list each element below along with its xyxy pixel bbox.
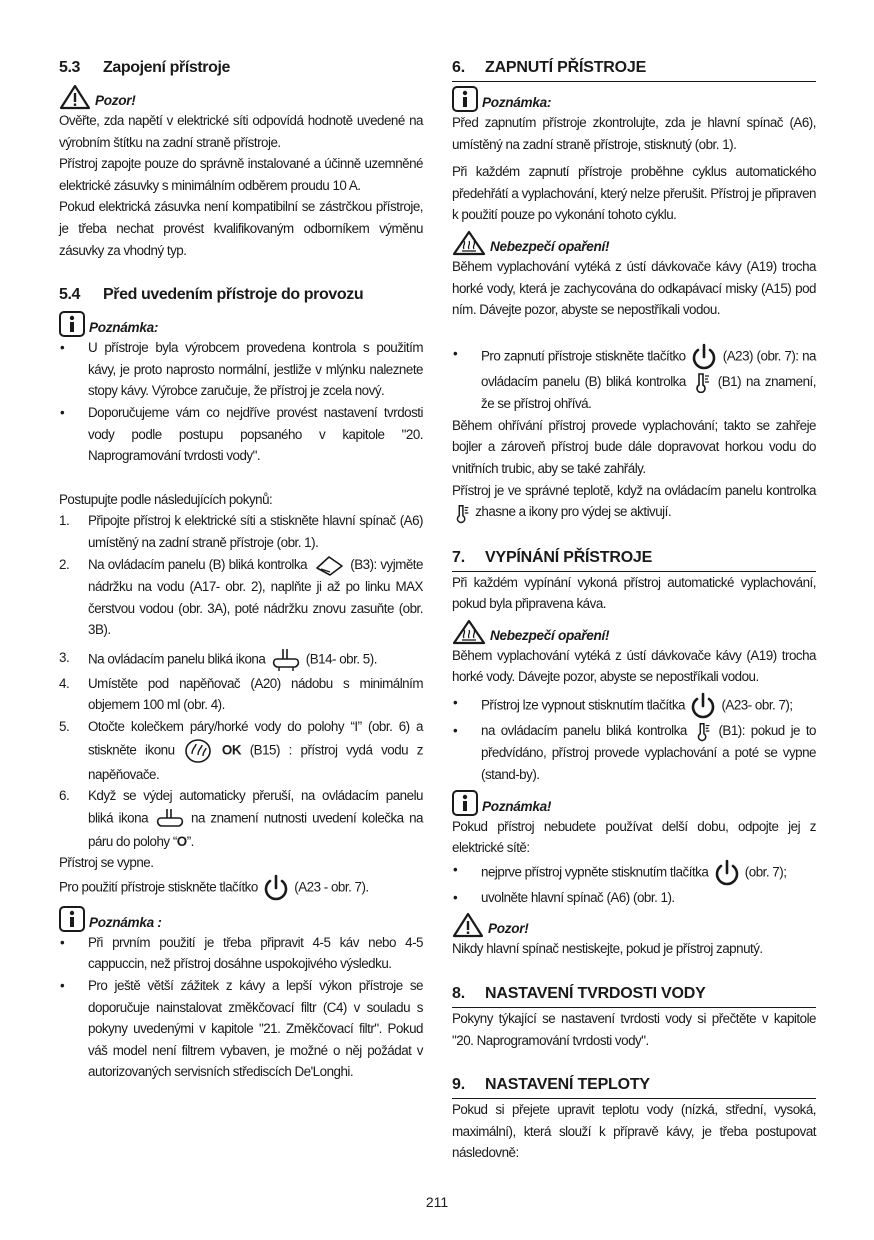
- steps-intro: Postupujte podle následujících pokynů:: [59, 491, 273, 507]
- info-icon: [59, 906, 85, 932]
- left-column: [59, 56, 423, 1083]
- hot-surface-icon: [452, 619, 486, 645]
- section-6-heading: [452, 56, 816, 82]
- step-number: 2.: [59, 556, 70, 572]
- paragraph: Během ohřívání přístroj provede vyplachování; takto se zahřeje bojler a zároveň přístroj bude dále dopravovat horkou vodu do vnitřních trubic, aby se také zahřály.: [452, 417, 816, 476]
- paragraph: Během vyplachování vytéká z ústí dávkovače kávy (A19) trocha horké vody. Dávejte pozor, abyste se nepostříkali vodou.: [452, 647, 816, 685]
- paragraph: Při každém vypínání vykoná přístroj automatické vyplachování, pokud byla připravena káva.: [452, 574, 816, 612]
- section-5-3-heading: [59, 56, 423, 80]
- section-5-4-heading: [59, 283, 423, 307]
- step-number: 6.: [59, 788, 70, 804]
- list-item: • Pro ještě větší zážitek z kávy a lepší výkon přístroje se doporučuje nainstalovat změkčovací filtr (C4) v souladu s pokyny uvedenými v kapitole "21. Změkčovací filtr". Pokud váš model není filtrem vybaven, je možné o něj požádat v autorizovaných servisních střediscích De'Longhi.: [59, 975, 423, 1083]
- warning-icon: [59, 84, 91, 110]
- warning-label: Pozor!: [488, 921, 529, 937]
- step-item: [59, 647, 423, 673]
- text-run: (obr. 7);: [744, 864, 787, 880]
- step-text: Připojte přístroj k elektrické síti a stiskněte hlavní spínač (A6) umístěný na zadní straně přístroje (obr. 1).: [88, 513, 423, 550]
- paragraph: Ověřte, zda napětí v elektrické síti odpovídá hodnotě uvedené na výrobním štítku na zadní straně přístroje.: [59, 113, 423, 150]
- section-title: NASTAVENÍ TVRDOSTI VODY: [485, 985, 706, 1003]
- text-run: (A23) (obr. 7): na ovládacím panelu (B) bliká kontrolka: [481, 348, 816, 389]
- list-item: [452, 343, 816, 415]
- section-title: Před uvedením přístroje do provozu: [103, 286, 364, 304]
- danger-label: Nebezpečí opaření!: [490, 627, 610, 643]
- power-button-icon: [261, 874, 291, 902]
- section-number: 8.: [452, 985, 465, 1003]
- note-header: [59, 311, 423, 337]
- steam-hand-icon: [154, 807, 186, 831]
- paragraph: Pokud přístroj nebudete používat delší dobu, odpojte jej z elektrické sítě:: [452, 818, 816, 856]
- step-text: Když se výdej automaticky přeruší, na ovládacím panelu bliká ikona: [88, 788, 423, 826]
- step-item: [59, 716, 423, 785]
- right-column: [452, 56, 816, 1164]
- text-run: Pro zapnutí přístroje stiskněte tlačítko: [481, 348, 686, 364]
- step-text: na znamení nutnosti uvedení kolečka na páru do polohy “: [88, 810, 423, 849]
- section-title: VYPÍNÁNÍ PŘÍSTROJE: [485, 548, 653, 566]
- power-button-icon: [712, 859, 742, 887]
- disconnect-bullets: [452, 859, 816, 909]
- paragraph: Nikdy hlavní spínač nestiskejte, pokud je přístroj zapnutý.: [452, 941, 763, 957]
- step-text: Umístěte pod napěňovač (A20) nádobu s minimálním objemem 100 ml (obr. 4).: [88, 675, 423, 713]
- step-item: [59, 673, 423, 716]
- thermometer-icon: [693, 720, 713, 742]
- step-text: Na ovládacím panelu bliká ikona: [88, 651, 266, 667]
- step-item: [59, 510, 423, 553]
- list-item: • uvolněte hlavní spínač (A6) (obr. 1).: [452, 887, 816, 909]
- list-item: [452, 859, 816, 887]
- warning-label: Pozor!: [95, 93, 136, 108]
- danger-header: [452, 619, 816, 645]
- warning-header: [452, 912, 816, 938]
- section-number: 6.: [452, 59, 465, 76]
- step-number: 3.: [59, 649, 70, 665]
- step-number: 1.: [59, 513, 70, 529]
- paragraph: [59, 874, 423, 902]
- power-off-bullets: [452, 692, 816, 786]
- step-text: (B14- obr. 5).: [305, 651, 377, 667]
- step-number: 4.: [59, 675, 70, 691]
- section-number: 9.: [452, 1076, 465, 1094]
- note-label: Poznámka:: [89, 320, 159, 336]
- text-run: (A23- obr. 7);: [721, 697, 793, 713]
- position-letter: O: [176, 833, 187, 849]
- danger-label: Nebezpečí opaření!: [490, 238, 610, 254]
- text-run: (B1): pokud je to předvídáno, přístroj provede vyplachování a poté se vypne (stand-by).: [481, 723, 816, 783]
- hot-surface-icon: [452, 230, 486, 256]
- info-icon: [452, 86, 478, 112]
- setup-steps: [59, 510, 423, 852]
- section-number: 5.3: [59, 59, 81, 76]
- paragraph: Přístroj zapojte pouze do správně instalované a účinně uzemněné elektrické zásuvky s minimálním odběrem proudu 10 A.: [59, 156, 423, 193]
- step-text: (B15) : přístroj vydá vodu z napěňovače.: [88, 742, 423, 782]
- text-run: Přístroj je ve správné teplotě, když na ovládacím panelu kontrolka: [452, 482, 816, 498]
- thermometer-icon: [452, 502, 472, 524]
- info-icon: [452, 790, 478, 816]
- steam-hand-icon: [269, 647, 303, 673]
- note-header: [452, 790, 816, 816]
- note-label: Poznámka :: [89, 914, 162, 930]
- section-7-heading: [452, 546, 816, 572]
- section-number: 7.: [452, 548, 465, 566]
- step-item: [59, 554, 423, 641]
- text-run: nejprve přístroj vypněte stisknutím tlačítka: [481, 864, 709, 880]
- section-8-heading: [452, 982, 816, 1008]
- section-number: 5.4: [59, 286, 81, 304]
- list-item: • Při prvním použití je třeba připravit 4-5 káv nebo 4-5 cappuccin, než přístroj dosáhne uspokojivého výsledku.: [59, 932, 423, 975]
- list-item: • Doporučujeme vám co nejdříve provést nastavení tvrdosti vody podle postupu popsaného v kapitole "20. Naprogramování tvrdosti vody".: [59, 402, 423, 467]
- step-text: Otočte kolečkem páry/horké vody do polohy “I” (obr. 6) a stiskněte ikonu: [88, 718, 423, 758]
- paragraph: Při každém zapnutí přístroje proběhne cyklus automatického předehřátí a vyplachování, který nelze přerušit. Přístroj je připraven k použití pouze po vykonání tohoto cyklu.: [452, 164, 816, 223]
- power-on-bullets: [452, 343, 816, 415]
- paragraph: Pokyny týkající se nastavení tvrdosti vody si přečtěte v kapitole "20. Naprogramování tvrdosti vody".: [452, 1011, 816, 1048]
- text-run: Pro použití přístroje stiskněte tlačítko: [59, 879, 258, 895]
- danger-header: [452, 230, 816, 256]
- paragraph: Před zapnutím přístroje zkontrolujte, zda je hlavní spínač (A6), umístěný na zadní straně přístroje, stisknutý (obr. 1).: [452, 115, 816, 152]
- thermometer-icon: [691, 371, 713, 393]
- ok-label: OK: [221, 742, 242, 758]
- paragraph: Přístroj se vypne.: [59, 855, 154, 871]
- section-title: NASTAVENÍ TEPLOTY: [485, 1076, 650, 1094]
- list-item: • U přístroje byla výrobcem provedena kontrola s použitím kávy, je proto naprosto normální, jestliže v mlýnku naleznete stopy kávy. Výrobce zaručuje, že přístroj je zcela nový.: [59, 337, 423, 402]
- text-run: zhasne a ikony pro výdej se aktivují.: [475, 504, 672, 520]
- warning-icon: [452, 912, 484, 938]
- paragraph: Pokud si přejete upravit teplotu vody (nízká, střední, vysoká, maximální), která slouží k přípravě kávy, je třeba postupovat následovně:: [452, 1102, 816, 1161]
- step-item: [59, 785, 423, 852]
- note-header: [452, 86, 816, 112]
- step-text: (B3): vyjměte nádržku na vodu (A17- obr. 2), naplňte ji až po linku MAX čerstvou vodou (obr. 3A), poté nádržku znovu zasuňte (obr. 3B).: [88, 556, 423, 638]
- info-icon: [59, 311, 85, 337]
- section-title: Zapojení přístroje: [103, 59, 231, 76]
- note-label: Poznámka!: [482, 798, 552, 814]
- text-run: (A23 - obr. 7).: [294, 879, 369, 895]
- step-text: ”.: [186, 833, 194, 849]
- note-bullets: [59, 932, 423, 1083]
- paragraph: Pokud elektrická zásuvka není kompatibilní se zástrčkou přístroje, je třeba nechat provést kvalifikovaným odborníkem výměnu zásuvky za vhodný typ.: [59, 199, 423, 258]
- section-title: ZAPNUTÍ PŘÍSTROJE: [485, 59, 647, 76]
- paragraph: [452, 480, 816, 524]
- note-header: [59, 906, 423, 932]
- section-9-heading: [452, 1073, 816, 1099]
- warning-header: [59, 84, 423, 110]
- page-number: 211: [425, 1194, 449, 1210]
- power-button-icon: [689, 343, 719, 371]
- step-number: 5.: [59, 718, 70, 734]
- power-button-icon: [688, 692, 718, 720]
- list-item: [452, 720, 816, 786]
- hot-water-icon: [183, 738, 213, 764]
- paragraph: Během vyplachování vytéká z ústí dávkovače kávy (A19) trocha horké vody, která je zachycována do odkapávací misky (A15) pod ním. Dávejte pozor, abyste se nepostříkali vodou.: [452, 258, 816, 318]
- water-tank-icon: [311, 554, 347, 576]
- list-item: [452, 692, 816, 720]
- step-text: Na ovládacím panelu (B) bliká kontrolka: [88, 556, 308, 572]
- note-label: Poznámka:: [482, 95, 552, 110]
- note-bullets: [59, 337, 423, 467]
- text-run: Přístroj lze vypnout stisknutím tlačítka: [481, 697, 685, 713]
- text-run: na ovládacím panelu bliká kontrolka: [481, 723, 687, 738]
- text-run: (B1) na znamení, že se přístroj ohřívá.: [481, 373, 816, 412]
